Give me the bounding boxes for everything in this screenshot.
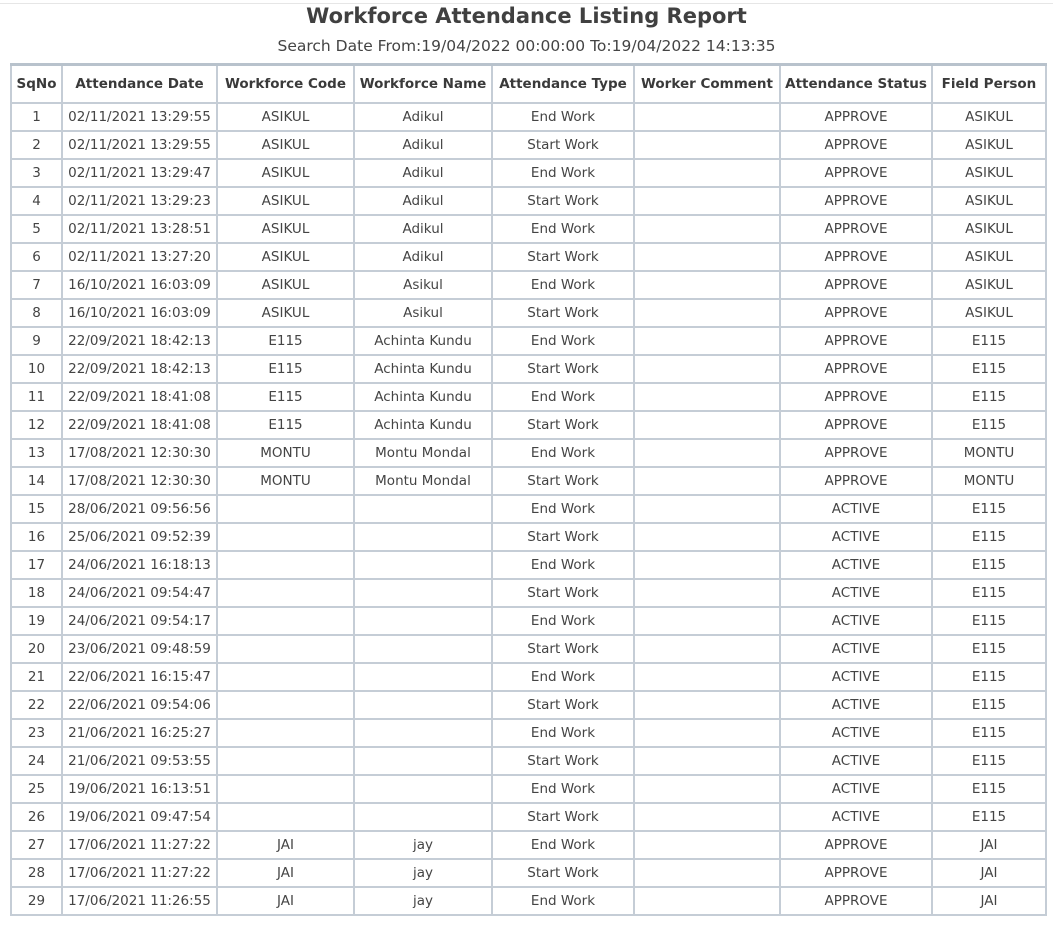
cell-field-person: E115 — [932, 803, 1046, 831]
cell-attendance-date: 19/06/2021 16:13:51 — [62, 775, 217, 803]
column-header-attendance-date[interactable]: Attendance Date — [62, 65, 217, 104]
cell-worker-comment — [634, 243, 780, 271]
cell-sqno: 1 — [11, 103, 62, 131]
table-row — [11, 775, 1046, 803]
cell-field-person: E115 — [932, 691, 1046, 719]
cell-worker-comment — [634, 775, 780, 803]
cell-field-person: ASIKUL — [932, 243, 1046, 271]
column-header-sqno[interactable]: SqNo — [11, 65, 62, 104]
cell-workforce-name — [354, 747, 492, 775]
cell-field-person: ASIKUL — [932, 215, 1046, 243]
cell-workforce-code — [217, 663, 354, 691]
cell-worker-comment — [634, 523, 780, 551]
table-header-row — [11, 65, 1046, 104]
cell-attendance-type: End Work — [492, 215, 634, 243]
cell-attendance-status: APPROVE — [780, 187, 932, 215]
cell-attendance-type: Start Work — [492, 747, 634, 775]
cell-workforce-name: Montu Mondal — [354, 467, 492, 495]
cell-workforce-code — [217, 495, 354, 523]
cell-sqno: 15 — [11, 495, 62, 523]
cell-field-person: JAI — [932, 831, 1046, 859]
table-row — [11, 327, 1046, 355]
cell-workforce-name: Adikul — [354, 159, 492, 187]
cell-workforce-code: ASIKUL — [217, 271, 354, 299]
cell-attendance-date: 19/06/2021 09:47:54 — [62, 803, 217, 831]
table-row — [11, 719, 1046, 747]
cell-field-person: ASIKUL — [932, 187, 1046, 215]
cell-worker-comment — [634, 803, 780, 831]
cell-attendance-type: Start Work — [492, 859, 634, 887]
cell-workforce-code — [217, 719, 354, 747]
cell-field-person: E115 — [932, 495, 1046, 523]
cell-attendance-status: ACTIVE — [780, 551, 932, 579]
cell-workforce-code: ASIKUL — [217, 159, 354, 187]
cell-attendance-date: 17/06/2021 11:27:22 — [62, 831, 217, 859]
cell-attendance-status: ACTIVE — [780, 607, 932, 635]
attendance-table — [10, 63, 1047, 916]
cell-workforce-code: E115 — [217, 355, 354, 383]
cell-sqno: 20 — [11, 635, 62, 663]
cell-field-person: E115 — [932, 719, 1046, 747]
cell-attendance-date: 17/08/2021 12:30:30 — [62, 439, 217, 467]
table-row — [11, 411, 1046, 439]
cell-attendance-date: 02/11/2021 13:29:47 — [62, 159, 217, 187]
cell-attendance-status: APPROVE — [780, 859, 932, 887]
cell-workforce-name — [354, 691, 492, 719]
cell-workforce-code: ASIKUL — [217, 131, 354, 159]
cell-attendance-type: End Work — [492, 383, 634, 411]
cell-worker-comment — [634, 719, 780, 747]
cell-attendance-status: ACTIVE — [780, 803, 932, 831]
table-row — [11, 663, 1046, 691]
table-row — [11, 579, 1046, 607]
cell-worker-comment — [634, 355, 780, 383]
cell-attendance-status: ACTIVE — [780, 579, 932, 607]
cell-attendance-status: ACTIVE — [780, 663, 932, 691]
cell-field-person: E115 — [932, 355, 1046, 383]
cell-attendance-date: 28/06/2021 09:56:56 — [62, 495, 217, 523]
table-row — [11, 495, 1046, 523]
cell-attendance-date: 02/11/2021 13:29:55 — [62, 131, 217, 159]
table-row — [11, 523, 1046, 551]
cell-attendance-type: End Work — [492, 551, 634, 579]
cell-workforce-name: Achinta Kundu — [354, 411, 492, 439]
cell-attendance-date: 22/09/2021 18:42:13 — [62, 355, 217, 383]
cell-workforce-name — [354, 635, 492, 663]
cell-attendance-type: End Work — [492, 495, 634, 523]
cell-sqno: 3 — [11, 159, 62, 187]
cell-field-person: E115 — [932, 607, 1046, 635]
cell-sqno: 11 — [11, 383, 62, 411]
cell-worker-comment — [634, 131, 780, 159]
table-row — [11, 467, 1046, 495]
cell-field-person: E115 — [932, 523, 1046, 551]
cell-worker-comment — [634, 439, 780, 467]
cell-attendance-status: APPROVE — [780, 831, 932, 859]
cell-field-person: E115 — [932, 327, 1046, 355]
cell-attendance-type: Start Work — [492, 299, 634, 327]
cell-sqno: 9 — [11, 327, 62, 355]
cell-workforce-name — [354, 579, 492, 607]
table-row — [11, 215, 1046, 243]
cell-sqno: 19 — [11, 607, 62, 635]
cell-attendance-type: End Work — [492, 719, 634, 747]
cell-workforce-name — [354, 775, 492, 803]
column-header-attendance-type[interactable]: Attendance Type — [492, 65, 634, 104]
table-row — [11, 187, 1046, 215]
cell-field-person: E115 — [932, 747, 1046, 775]
table-row — [11, 271, 1046, 299]
cell-workforce-code — [217, 523, 354, 551]
cell-attendance-status: APPROVE — [780, 159, 932, 187]
cell-field-person: E115 — [932, 551, 1046, 579]
cell-attendance-type: End Work — [492, 831, 634, 859]
cell-attendance-type: End Work — [492, 159, 634, 187]
cell-sqno: 4 — [11, 187, 62, 215]
cell-sqno: 2 — [11, 131, 62, 159]
cell-attendance-type: End Work — [492, 663, 634, 691]
cell-workforce-code: MONTU — [217, 467, 354, 495]
table-row — [11, 159, 1046, 187]
table-row — [11, 299, 1046, 327]
cell-worker-comment — [634, 691, 780, 719]
cell-worker-comment — [634, 411, 780, 439]
cell-attendance-type: Start Work — [492, 187, 634, 215]
table-row — [11, 691, 1046, 719]
cell-workforce-name: Achinta Kundu — [354, 327, 492, 355]
cell-field-person: ASIKUL — [932, 103, 1046, 131]
cell-sqno: 28 — [11, 859, 62, 887]
cell-workforce-code: E115 — [217, 411, 354, 439]
cell-worker-comment — [634, 383, 780, 411]
cell-attendance-status: APPROVE — [780, 355, 932, 383]
cell-field-person: MONTU — [932, 467, 1046, 495]
cell-attendance-date: 16/10/2021 16:03:09 — [62, 271, 217, 299]
column-header-attendance-status[interactable]: Attendance Status — [780, 65, 932, 104]
cell-attendance-type: End Work — [492, 103, 634, 131]
cell-workforce-code — [217, 747, 354, 775]
cell-worker-comment — [634, 663, 780, 691]
cell-attendance-date: 21/06/2021 09:53:55 — [62, 747, 217, 775]
cell-worker-comment — [634, 327, 780, 355]
cell-worker-comment — [634, 467, 780, 495]
cell-workforce-name: Achinta Kundu — [354, 355, 492, 383]
cell-attendance-status: APPROVE — [780, 103, 932, 131]
cell-attendance-type: Start Work — [492, 635, 634, 663]
cell-sqno: 22 — [11, 691, 62, 719]
cell-attendance-status: ACTIVE — [780, 523, 932, 551]
cell-attendance-date: 22/09/2021 18:42:13 — [62, 327, 217, 355]
cell-workforce-code: ASIKUL — [217, 103, 354, 131]
cell-workforce-name: Asikul — [354, 271, 492, 299]
cell-attendance-date: 02/11/2021 13:27:20 — [62, 243, 217, 271]
cell-attendance-date: 17/08/2021 12:30:30 — [62, 467, 217, 495]
cell-field-person: E115 — [932, 579, 1046, 607]
column-header-worker-comment[interactable]: Worker Comment — [634, 65, 780, 104]
cell-attendance-status: APPROVE — [780, 327, 932, 355]
cell-worker-comment — [634, 887, 780, 915]
cell-worker-comment — [634, 215, 780, 243]
cell-sqno: 6 — [11, 243, 62, 271]
cell-sqno: 10 — [11, 355, 62, 383]
cell-workforce-name: Adikul — [354, 187, 492, 215]
cell-sqno: 14 — [11, 467, 62, 495]
cell-attendance-date: 16/10/2021 16:03:09 — [62, 299, 217, 327]
table-row — [11, 103, 1046, 131]
cell-attendance-status: ACTIVE — [780, 495, 932, 523]
cell-attendance-date: 17/06/2021 11:26:55 — [62, 887, 217, 915]
cell-worker-comment — [634, 579, 780, 607]
table-row — [11, 243, 1046, 271]
cell-attendance-type: End Work — [492, 271, 634, 299]
cell-attendance-date: 22/09/2021 18:41:08 — [62, 383, 217, 411]
cell-attendance-type: End Work — [492, 775, 634, 803]
cell-sqno: 26 — [11, 803, 62, 831]
cell-attendance-date: 23/06/2021 09:48:59 — [62, 635, 217, 663]
cell-worker-comment — [634, 859, 780, 887]
cell-workforce-name: Asikul — [354, 299, 492, 327]
cell-workforce-code — [217, 579, 354, 607]
cell-sqno: 24 — [11, 747, 62, 775]
cell-sqno: 29 — [11, 887, 62, 915]
cell-sqno: 12 — [11, 411, 62, 439]
cell-workforce-code — [217, 635, 354, 663]
cell-workforce-code: ASIKUL — [217, 187, 354, 215]
table-row — [11, 551, 1046, 579]
cell-attendance-type: End Work — [492, 439, 634, 467]
cell-workforce-code: JAI — [217, 831, 354, 859]
cell-workforce-code: ASIKUL — [217, 215, 354, 243]
cell-workforce-code — [217, 803, 354, 831]
cell-worker-comment — [634, 159, 780, 187]
cell-workforce-name — [354, 607, 492, 635]
cell-worker-comment — [634, 747, 780, 775]
cell-workforce-name — [354, 803, 492, 831]
cell-attendance-date: 02/11/2021 13:29:55 — [62, 103, 217, 131]
table-row — [11, 887, 1046, 915]
table-row — [11, 859, 1046, 887]
cell-workforce-name: Adikul — [354, 103, 492, 131]
cell-attendance-status: APPROVE — [780, 887, 932, 915]
cell-attendance-type: Start Work — [492, 803, 634, 831]
cell-workforce-code: ASIKUL — [217, 243, 354, 271]
cell-attendance-status: APPROVE — [780, 299, 932, 327]
cell-field-person: ASIKUL — [932, 159, 1046, 187]
cell-attendance-status: APPROVE — [780, 215, 932, 243]
cell-attendance-type: Start Work — [492, 243, 634, 271]
table-row — [11, 383, 1046, 411]
cell-attendance-date: 24/06/2021 09:54:47 — [62, 579, 217, 607]
cell-field-person: E115 — [932, 775, 1046, 803]
table-row — [11, 131, 1046, 159]
cell-attendance-status: APPROVE — [780, 411, 932, 439]
cell-field-person: ASIKUL — [932, 131, 1046, 159]
table-row — [11, 635, 1046, 663]
cell-attendance-date: 24/06/2021 09:54:17 — [62, 607, 217, 635]
table-body — [11, 103, 1046, 915]
cell-workforce-name — [354, 551, 492, 579]
cell-attendance-status: APPROVE — [780, 271, 932, 299]
cell-field-person: ASIKUL — [932, 271, 1046, 299]
cell-attendance-date: 21/06/2021 16:25:27 — [62, 719, 217, 747]
cell-attendance-status: ACTIVE — [780, 691, 932, 719]
cell-sqno: 16 — [11, 523, 62, 551]
cell-field-person: E115 — [932, 383, 1046, 411]
cell-workforce-name — [354, 523, 492, 551]
cell-workforce-code — [217, 551, 354, 579]
cell-field-person: E115 — [932, 411, 1046, 439]
cell-workforce-name — [354, 719, 492, 747]
cell-attendance-status: ACTIVE — [780, 635, 932, 663]
cell-field-person: MONTU — [932, 439, 1046, 467]
cell-attendance-date: 25/06/2021 09:52:39 — [62, 523, 217, 551]
cell-worker-comment — [634, 103, 780, 131]
cell-worker-comment — [634, 495, 780, 523]
table-row — [11, 355, 1046, 383]
cell-workforce-name — [354, 663, 492, 691]
cell-attendance-status: ACTIVE — [780, 775, 932, 803]
table-row — [11, 747, 1046, 775]
cell-workforce-code — [217, 775, 354, 803]
table-row — [11, 439, 1046, 467]
cell-workforce-name: Adikul — [354, 215, 492, 243]
column-header-workforce-name[interactable]: Workforce Name — [354, 65, 492, 104]
cell-sqno: 13 — [11, 439, 62, 467]
cell-attendance-type: Start Work — [492, 579, 634, 607]
cell-workforce-name: Adikul — [354, 243, 492, 271]
report-subtitle: Search Date From:19/04/2022 00:00:00 To:19/04/2022 14:13:35 — [277, 37, 776, 55]
cell-workforce-code: ASIKUL — [217, 299, 354, 327]
cell-attendance-type: Start Work — [492, 523, 634, 551]
cell-attendance-type: Start Work — [492, 355, 634, 383]
cell-attendance-type: End Work — [492, 607, 634, 635]
cell-attendance-type: End Work — [492, 887, 634, 915]
column-header-workforce-code[interactable]: Workforce Code — [217, 65, 354, 104]
cell-attendance-date: 22/06/2021 16:15:47 — [62, 663, 217, 691]
cell-field-person: E115 — [932, 635, 1046, 663]
cell-attendance-type: Start Work — [492, 411, 634, 439]
cell-worker-comment — [634, 635, 780, 663]
cell-attendance-status: APPROVE — [780, 243, 932, 271]
cell-sqno: 18 — [11, 579, 62, 607]
cell-worker-comment — [634, 831, 780, 859]
cell-attendance-date: 02/11/2021 13:29:23 — [62, 187, 217, 215]
cell-worker-comment — [634, 551, 780, 579]
cell-sqno: 21 — [11, 663, 62, 691]
cell-sqno: 25 — [11, 775, 62, 803]
cell-attendance-status: APPROVE — [780, 131, 932, 159]
cell-workforce-name: Achinta Kundu — [354, 383, 492, 411]
cell-field-person: JAI — [932, 859, 1046, 887]
cell-workforce-name: jay — [354, 887, 492, 915]
cell-attendance-type: End Work — [492, 327, 634, 355]
cell-attendance-status: APPROVE — [780, 383, 932, 411]
cell-workforce-name: jay — [354, 831, 492, 859]
cell-field-person: E115 — [932, 663, 1046, 691]
cell-sqno: 7 — [11, 271, 62, 299]
cell-sqno: 17 — [11, 551, 62, 579]
cell-worker-comment — [634, 299, 780, 327]
cell-attendance-status: ACTIVE — [780, 747, 932, 775]
cell-worker-comment — [634, 607, 780, 635]
column-header-field-person[interactable]: Field Person — [932, 65, 1046, 104]
cell-workforce-code: JAI — [217, 887, 354, 915]
cell-workforce-code: E115 — [217, 327, 354, 355]
cell-workforce-code: E115 — [217, 383, 354, 411]
cell-workforce-code: JAI — [217, 859, 354, 887]
table-row — [11, 607, 1046, 635]
cell-worker-comment — [634, 187, 780, 215]
cell-attendance-status: ACTIVE — [780, 719, 932, 747]
cell-workforce-code — [217, 607, 354, 635]
cell-sqno: 8 — [11, 299, 62, 327]
cell-attendance-date: 24/06/2021 16:18:13 — [62, 551, 217, 579]
cell-sqno: 27 — [11, 831, 62, 859]
cell-attendance-type: Start Work — [492, 467, 634, 495]
cell-worker-comment — [634, 271, 780, 299]
cell-attendance-date: 02/11/2021 13:28:51 — [62, 215, 217, 243]
cell-sqno: 23 — [11, 719, 62, 747]
cell-field-person: ASIKUL — [932, 299, 1046, 327]
cell-attendance-type: Start Work — [492, 131, 634, 159]
cell-attendance-date: 22/06/2021 09:54:06 — [62, 691, 217, 719]
cell-attendance-type: Start Work — [492, 691, 634, 719]
cell-workforce-code: MONTU — [217, 439, 354, 467]
cell-workforce-name: Adikul — [354, 131, 492, 159]
attendance-table-container — [10, 63, 1045, 916]
cell-attendance-status: APPROVE — [780, 439, 932, 467]
cell-workforce-name — [354, 495, 492, 523]
cell-workforce-name: jay — [354, 859, 492, 887]
cell-field-person: JAI — [932, 887, 1046, 915]
cell-attendance-status: APPROVE — [780, 467, 932, 495]
table-row — [11, 831, 1046, 859]
cell-workforce-code — [217, 691, 354, 719]
cell-sqno: 5 — [11, 215, 62, 243]
cell-attendance-date: 17/06/2021 11:27:22 — [62, 859, 217, 887]
table-row — [11, 803, 1046, 831]
cell-attendance-date: 22/09/2021 18:41:08 — [62, 411, 217, 439]
cell-workforce-name: Montu Mondal — [354, 439, 492, 467]
report-title: Workforce Attendance Listing Report — [306, 4, 747, 28]
